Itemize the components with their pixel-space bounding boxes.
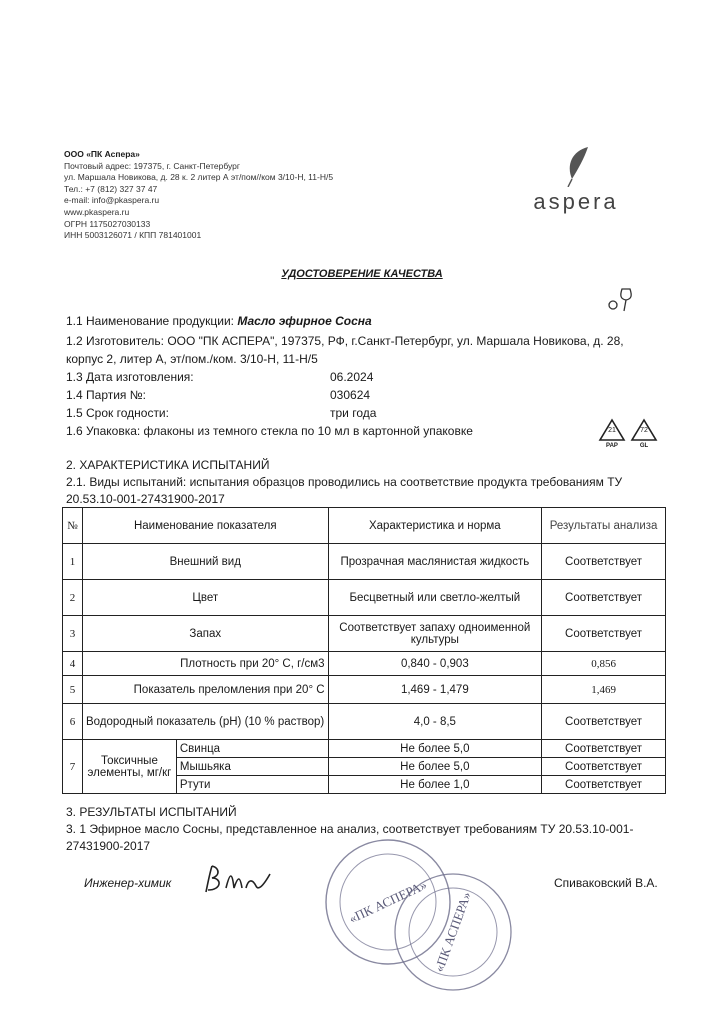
row-number: 2 [63, 580, 83, 616]
shelf-life-value: три года [330, 406, 377, 420]
section2-text-line2: 20.53.10-001-27431900-2017 [66, 492, 225, 506]
production-date-value: 06.2024 [330, 370, 374, 384]
aspera-logo [520, 145, 632, 225]
row-result: 1,469 [542, 676, 666, 704]
toxic-element-name: Мышьяка [176, 758, 328, 776]
manufacturer-line-2: корпус 2, литер А, эт/пом./ком. 3/10-Н, 11-Н/5 [66, 352, 318, 366]
toxic-element-norm: Не более 1,0 [328, 776, 542, 794]
company-name: ООО «ПК Аспера» [64, 149, 140, 159]
packaging-line: 1.6 Упаковка: флаконы из темного стекла по 10 мл в картонной упаковке [66, 424, 473, 438]
handwritten-signature-icon [200, 862, 280, 898]
table-header-row [63, 508, 666, 544]
table-row [63, 704, 666, 740]
row-norm: 4,0 - 8,5 [328, 704, 542, 740]
batch-label: 1.4 Партия №: [66, 388, 146, 402]
row-result: Соответствует [542, 544, 666, 580]
stamp-text: «ПК АСПЕРА» [346, 876, 430, 927]
table-row [63, 676, 666, 704]
recycle-marks [598, 418, 662, 454]
row-indicator: Запах [82, 616, 328, 652]
section2-title: 2. ХАРАКТЕРИСТИКА ИСПЫТАНИЙ [66, 458, 270, 472]
batch-value: 030624 [330, 388, 371, 402]
recycle-gl-number: 72 [640, 427, 648, 434]
row-indicator: Цвет [82, 580, 328, 616]
signer-name: Спиваковский В.А. [554, 876, 658, 890]
row-result: Соответствует [542, 580, 666, 616]
row-number: 7 [63, 740, 83, 794]
row-norm: Прозрачная маслянистая жидкость [328, 544, 542, 580]
section3-title: 3. РЕЗУЛЬТАТЫ ИСПЫТАНИЙ [66, 805, 237, 819]
toxic-element-result: Соответствует [542, 740, 666, 758]
company-ogrn: ОГРН 1175027030133 [64, 218, 151, 229]
row-norm: Соответствует запаху одноименной культуры [328, 616, 542, 652]
header-indicator: Наименование показателя [82, 508, 328, 544]
row-norm: 0,840 - 0,903 [328, 652, 542, 676]
header-norm: Характеристика и норма [328, 508, 542, 544]
header-result: Результаты анализа [542, 508, 666, 544]
document-title: УДОСТОВЕРЕНИЕ КАЧЕСТВА [281, 268, 443, 280]
row-number: 6 [63, 704, 83, 740]
section3-text-line1: 3. 1 Эфирное масло Сосны, представленное на анализ, соответствует требованиям ТУ 20.53.10-001- [66, 822, 634, 836]
product-name-label: 1.1 Наименование продукции: [66, 314, 238, 328]
section3-text-line2: 27431900-2017 [66, 839, 151, 853]
row-indicator: Водородный показатель (pH) (10 % раствор) [82, 704, 328, 740]
row-result: Соответствует [542, 616, 666, 652]
section2-text-line1: 2.1. Виды испытаний: испытания образцов проводились на соответствие продукта требованиям ТУ [66, 475, 623, 489]
table-row [63, 616, 666, 652]
company-website: www.pkaspera.ru [64, 206, 130, 217]
row-number: 3 [63, 616, 83, 652]
product-name-value: Масло эфирное Сосна [237, 314, 372, 328]
stamp-text-2: «ПК АСПЕРА» [431, 889, 474, 974]
toxic-element-name: Свинца [176, 740, 328, 758]
row-number: 4 [63, 652, 83, 676]
shelf-life-label: 1.5 Срок годности: [66, 406, 169, 420]
row-number: 5 [63, 676, 83, 704]
table-row [63, 652, 666, 676]
company-street: ул. Маршала Новикова, д. 28 к. 2 литер А эт/пом//ком 3/10-Н, 11-Н/5 [64, 172, 334, 183]
product-name-line [66, 312, 372, 330]
row-indicator: Внешний вид [82, 544, 328, 580]
glass-fork-icon [606, 285, 634, 315]
company-requisites [64, 149, 333, 242]
company-inn: ИНН 5003126071 / КПП 781401001 [64, 230, 202, 241]
recycle-pap-number: 21 [608, 427, 616, 434]
leaf-icon [558, 145, 598, 187]
recycle-pap-code: PAP [606, 443, 618, 449]
header-number: № [63, 508, 83, 544]
company-email: e-mail: info@pkaspera.ru [64, 195, 160, 206]
company-address: Почтовый адрес: 197375, г. Санкт-Петербург [64, 160, 240, 171]
manufacturer-line-1: 1.2 Изготовитель: ООО "ПК АСПЕРА", 197375, РФ, г.Санкт-Петербург, ул. Маршала Новикова, д. 28, [66, 334, 624, 348]
row-norm: 1,469 - 1,479 [328, 676, 542, 704]
test-results-table [62, 507, 666, 794]
row-result: 0,856 [542, 652, 666, 676]
row-number: 1 [63, 544, 83, 580]
row-norm: Бесцветный или светло-желтый [328, 580, 542, 616]
toxic-element-result: Соответствует [542, 758, 666, 776]
recycle-gl-code: GL [639, 443, 649, 449]
toxic-element-norm: Не более 5,0 [328, 758, 542, 776]
company-stamp-icon [308, 832, 518, 992]
toxic-element-name: Ртути [176, 776, 328, 794]
toxic-elements-label: Токсичные элементы, мг/кг [82, 740, 176, 794]
row-indicator: Плотность при 20° С, г/см3 [82, 652, 328, 676]
table-row [63, 544, 666, 580]
toxic-element-result: Соответствует [542, 776, 666, 794]
row-result: Соответствует [542, 704, 666, 740]
row-indicator: Показатель преломления при 20° С [82, 676, 328, 704]
company-phone: Тел.: +7 (812) 327 37 47 [64, 183, 158, 194]
signer-role: Инженер-химик [84, 876, 172, 890]
toxic-element-norm: Не более 5,0 [328, 740, 542, 758]
production-date-label: 1.3 Дата изготовления: [66, 370, 194, 384]
table-row [63, 580, 666, 616]
logo-wordmark: aspera [533, 189, 619, 214]
table-row [63, 740, 666, 758]
